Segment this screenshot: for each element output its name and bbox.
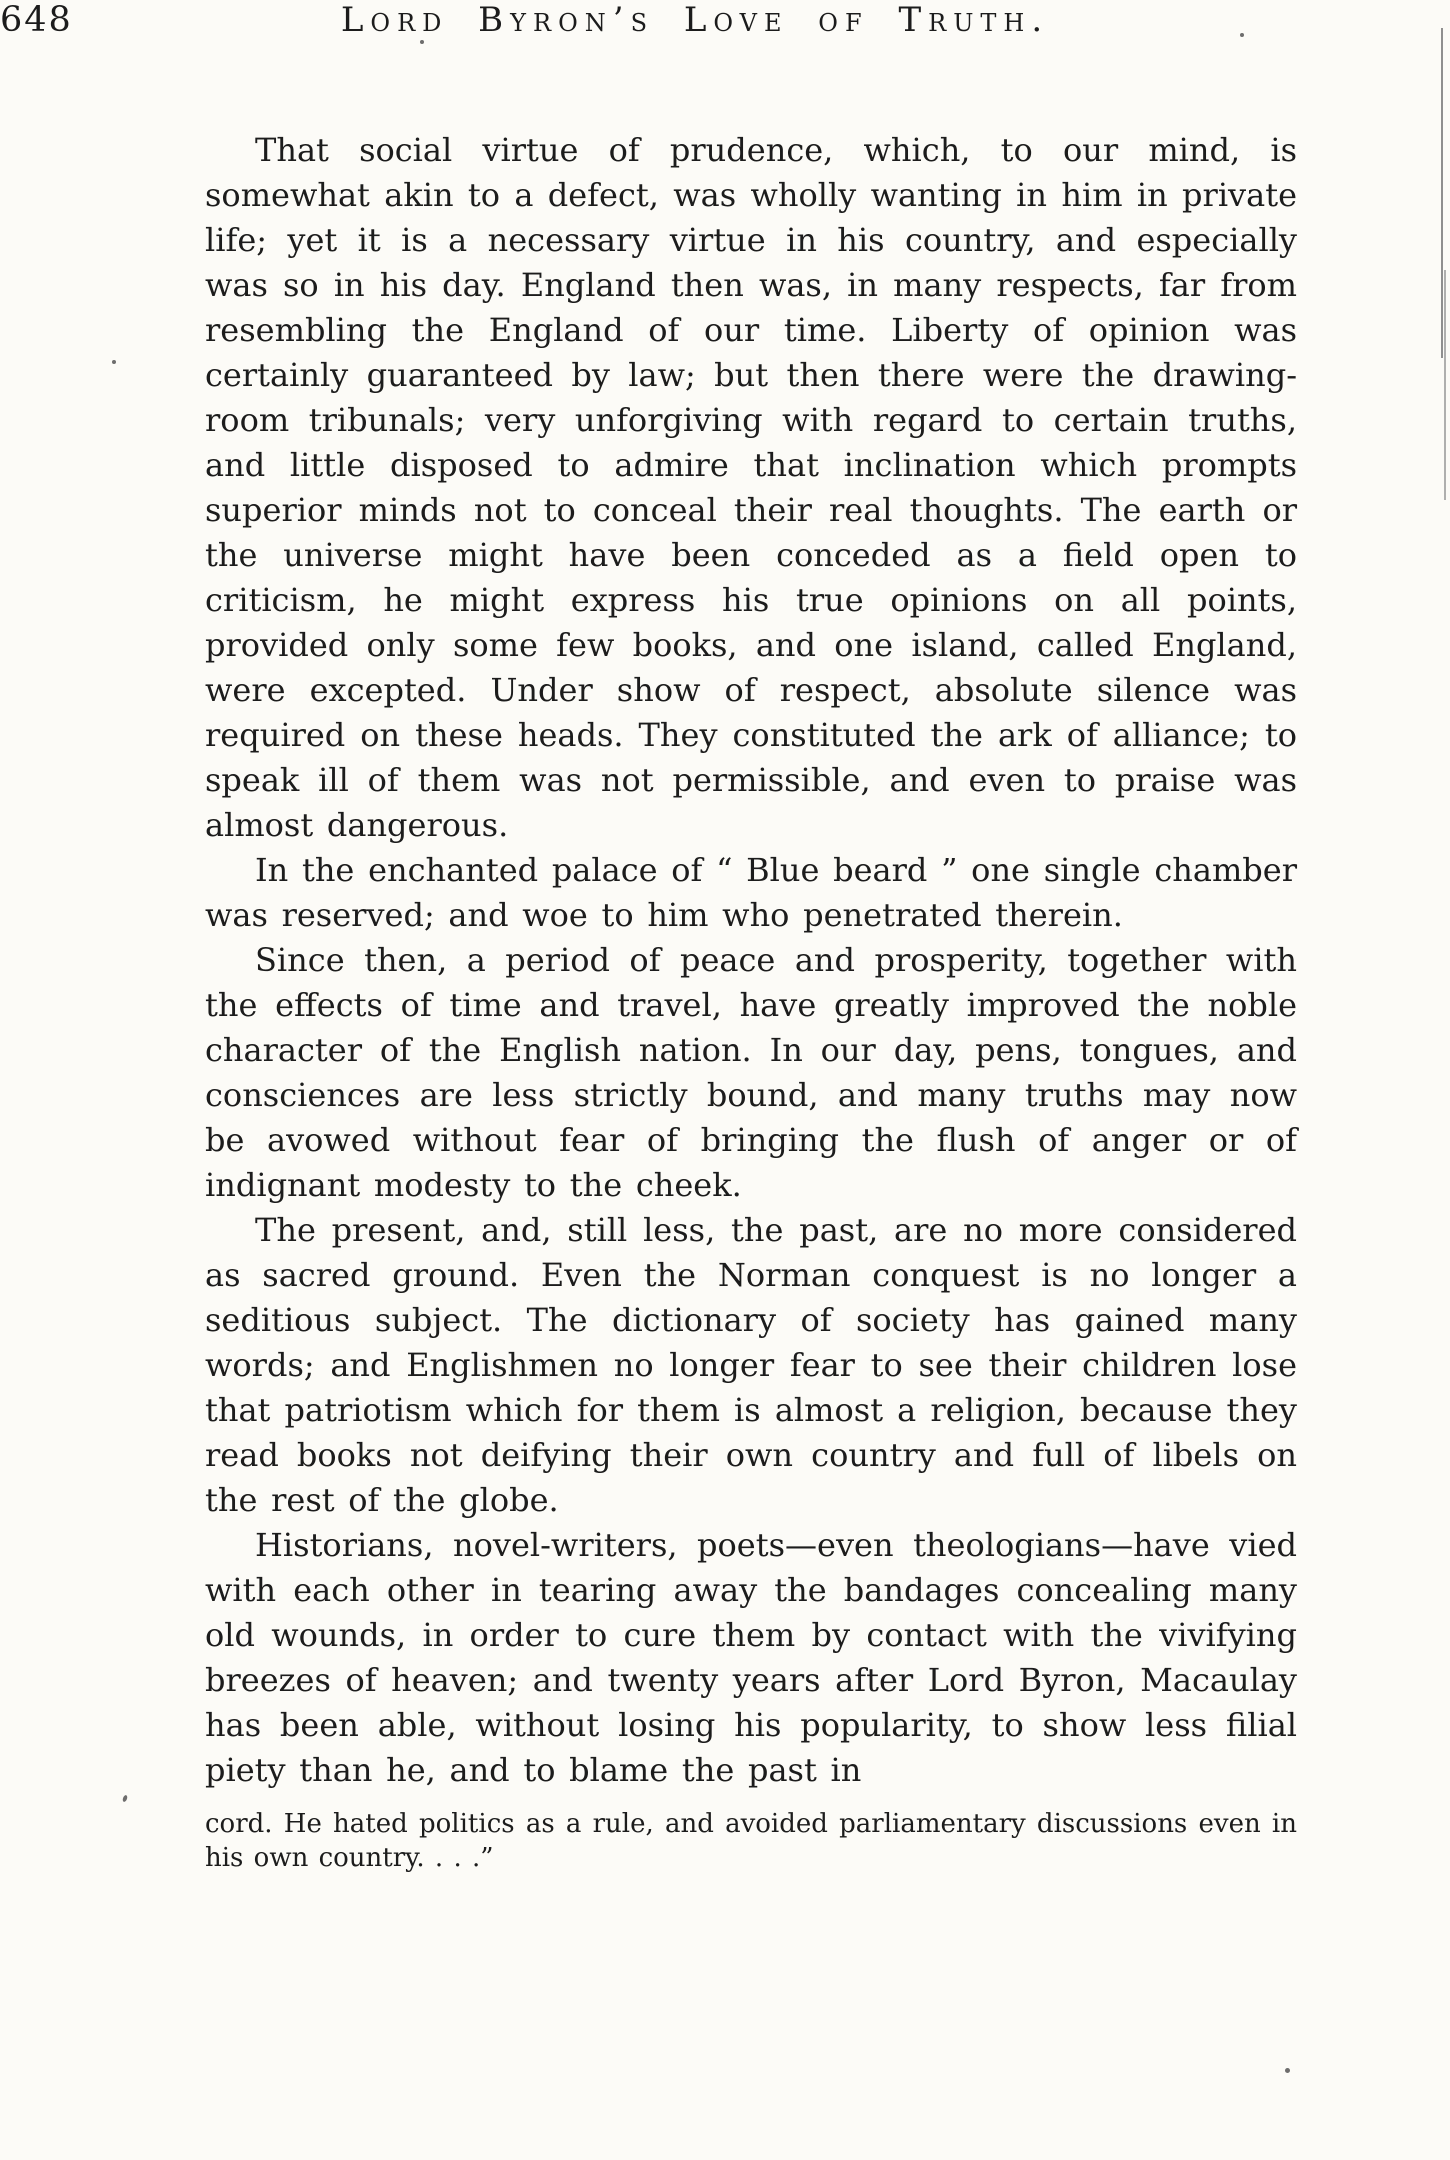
paragraph: That social virtue of prudence, which, to our mind, is somewhat akin to a defect, was wholly wanting in him in private life; yet it is a necessary virtue in his country, and especially was so in his day. England then was, in many respects, far from resembling the England of our time. Liberty of opinion was certainly guaranteed by law; but then there were the drawing-room tribunals; very unforgiving with regard to certain truths, and little disposed to admire that inclination which prompts superior minds not to conceal their real thoughts. The earth or the universe might have been conceded as a field open to criticism, he might express his true opinions on all points, provided only some few books, and one island, called England, were excepted. Under show of respect, absolute silence was required on these heads. They constituted the ark of alliance; to speak ill of them was not permissible, and even to praise was almost dangerous. — [205, 131, 1297, 844]
paragraph: Historians, novel-writers, poets—even theologians—have vied with each other in tearing away the bandages concealing many old wounds, in order to cure them by contact with the vivifying breezes of heaven; and twenty years after Lord Byron, Macaulay has been able, without losing his popularity, to show less filial piety than he, and to blame the past in — [205, 1526, 1297, 1789]
text-block — [205, 128, 1297, 1875]
paragraph: The present, and, still less, the past, are no more considered as sacred ground. Even the Norman conquest is no longer a seditious subject. The dictionary of society has gained many words; and Englishmen no longer fear to see their children lose that patriotism which for them is almost a religion, because they read books not deifying their own country and full of libels on the rest of the globe. — [205, 1211, 1297, 1519]
scan-edge-line — [1444, 270, 1446, 500]
body-text — [205, 128, 1297, 1793]
paragraph: In the enchanted palace of “ Blue beard ” one single chamber was reserved; and woe to him who penetrated therein. — [205, 851, 1297, 934]
scan-speck — [420, 40, 424, 44]
paragraph: Since then, a period of peace and prosperity, together with the effects of time and travel, have greatly improved the noble character of the English nation. In our day, pens, tongues, and consciences are less strictly bound, and many truths may now be avowed without fear of bringing the flush of anger or of indignant modesty to the cheek. — [205, 941, 1297, 1204]
scan-speck — [122, 1795, 128, 1803]
page-number: 648 — [0, 0, 73, 40]
scan-speck — [112, 360, 116, 364]
scan-edge-line — [1441, 28, 1443, 358]
scan-speck — [1240, 33, 1244, 37]
scan-speck — [1285, 2068, 1290, 2073]
page-title: Lord Byron’s Love of Truth. — [340, 0, 1050, 40]
footnote: cord. He hated politics as a rule, and avoided parliamentary discussions even in his own country. . . .” — [205, 1809, 1297, 1873]
page-header — [0, 0, 1450, 56]
